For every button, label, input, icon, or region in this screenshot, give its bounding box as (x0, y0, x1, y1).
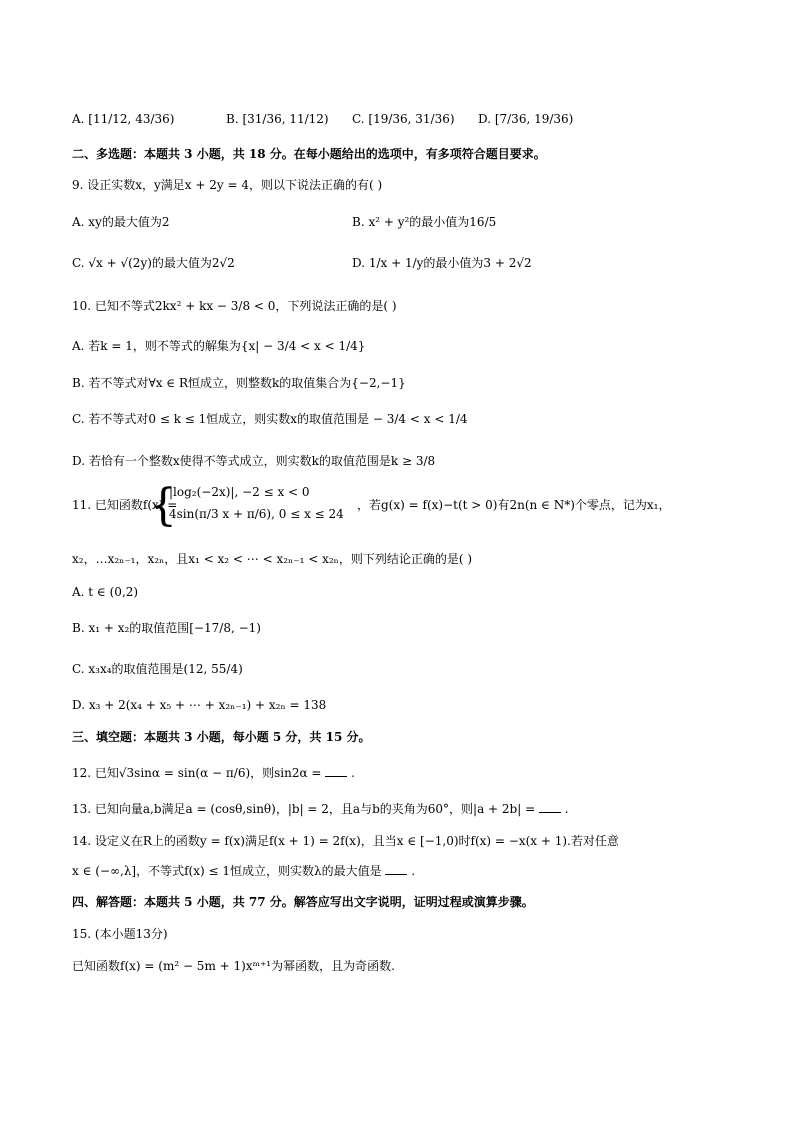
q10-option-c: C. 若不等式对0 ≤ k ≤ 1恒成立，则实数x的取值范围是 − 3/4 < x < 1/4 (72, 412, 468, 426)
q8-option-d: D. [7/36, 19/36) (478, 112, 574, 126)
q10-option-b: B. 若不等式对∀x ∈ R恒成立，则整数k的取值集合为{−2,−1} (72, 376, 406, 390)
section-heading-multiple-choice: 二、多选题：本题共 3 小题，共 18 分。在每小题给出的选项中，有多项符合题目要求。 (72, 147, 546, 161)
q10-option-d: D. 若恰有一个整数x使得不等式成立，则实数k的取值范围是k ≥ 3/8 (72, 454, 436, 468)
q12-text: 12. 已知√3sinα = sin(α − π/6)，则sin2α = (72, 766, 322, 780)
q9-option-d: D. 1/x + 1/y的最小值为3 + 2√2 (352, 256, 532, 270)
q10-stem: 10. 已知不等式2kx² + kx − 3/8 < 0，下列说法正确的是( ) (72, 299, 397, 313)
q11-option-c: C. x₃x₄的取值范围是(12, 55/4) (72, 662, 243, 676)
section-heading-fill-blank: 三、填空题：本题共 3 小题，每小题 5 分，共 15 分。 (72, 730, 371, 744)
q12-answer-blank[interactable] (325, 764, 347, 777)
q8-option-b: B. [31/36, 11/12) (226, 112, 329, 126)
q14-answer-blank[interactable] (385, 862, 407, 875)
q9-option-a: A. xy的最大值为2 (72, 215, 170, 229)
q15-stem: 已知函数f(x) = (m² − 5m + 1)xᵐ⁺¹为幂函数，且为奇函数. (72, 959, 395, 973)
q11-case-2: 4sin(π/3 x + π/6), 0 ≤ x ≤ 24 (169, 507, 344, 521)
q9-option-b: B. x² + y²的最小值为16/5 (352, 215, 497, 229)
q11-option-d: D. x₃ + 2(x₄ + x₅ + ⋯ + x₂ₙ₋₁) + x₂ₙ = 138 (72, 698, 327, 712)
q8-option-c: C. [19/36, 31/36) (352, 112, 455, 126)
q13-stem: 13. 已知向量a,b满足a = (cosθ,sinθ)，|b| = 2，且a与b的夹角为60°，则|a + 2b| = . (72, 802, 569, 816)
q14-text: x ∈ (−∞,λ]，不等式f(x) ≤ 1恒成立，则实数λ的最大值是 (72, 864, 382, 878)
q13-text: 13. 已知向量a,b满足a = (cosθ,sinθ)，|b| = 2，且a与b的夹角为60°，则|a + 2b| = (72, 802, 536, 816)
q10-option-a: A. 若k = 1，则不等式的解集为{x| − 3/4 < x < 1/4} (72, 339, 366, 353)
q11-option-a: A. t ∈ (0,2) (72, 585, 139, 599)
q11-stem-suffix: ，若g(x) = f(x)−t(t > 0)有2n(n ∈ N*)个零点，记为x₁， (357, 498, 671, 512)
q13-answer-blank[interactable] (539, 800, 561, 813)
q9-option-c: C. √x + √(2y)的最大值为2√2 (72, 256, 235, 270)
q11-stem-line2: x₂，…x₂ₙ₋₁，x₂ₙ，且x₁ < x₂ < ⋯ < x₂ₙ₋₁ < x₂ₙ，则下列结论正确的是( ) (72, 552, 473, 566)
q9-stem: 9. 设正实数x，y满足x + 2y = 4，则以下说法正确的有( ) (72, 178, 383, 192)
section-heading-answer: 四、解答题：本题共 5 小题，共 77 分。解答应写出文字说明，证明过程或演算步骤。 (72, 895, 534, 909)
q8-option-a: A. [11/12, 43/36) (72, 112, 175, 126)
q11-piecewise-brace: { (149, 480, 177, 531)
q11-stem-prefix: 11. 已知函数f(x) = (72, 498, 178, 512)
q11-option-b: B. x₁ + x₂的取值范围[−17/8, −1) (72, 621, 261, 635)
q14-stem-line1: 14. 设定义在R上的函数y = f(x)满足f(x + 1) = 2f(x)，且当x ∈ [−1,0)时f(x) = −x(x + 1).若对任意 (72, 834, 619, 848)
q12-stem: 12. 已知√3sinα = sin(α − π/6)，则sin2α = . (72, 766, 355, 780)
q14-stem-line2: x ∈ (−∞,λ]，不等式f(x) ≤ 1恒成立，则实数λ的最大值是 . (72, 864, 416, 878)
q11-case-1: |log₂(−2x)|, −2 ≤ x < 0 (169, 485, 310, 499)
q15-header: 15. (本小题13分) (72, 927, 168, 941)
